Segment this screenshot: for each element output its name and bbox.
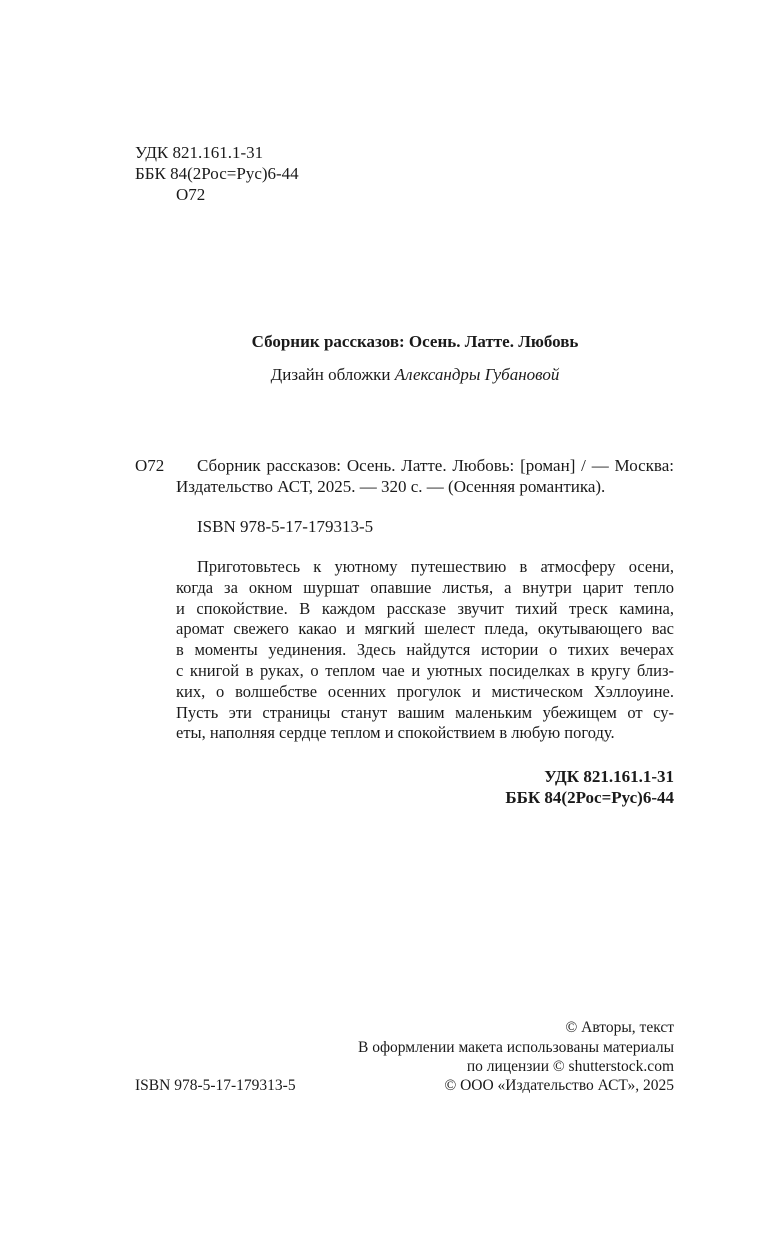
cover-design-credit	[0, 364, 768, 386]
isbn-bottom: ISBN 978-5-17-179313-5	[135, 1077, 296, 1094]
cover-credit-author: Александры Губановой	[394, 365, 560, 384]
copyright-authors: © Авторы, текст	[565, 1019, 674, 1036]
author-mark: О72	[176, 185, 206, 204]
annotation-line: когда за окном шуршат опавшие листья, а внутри царит тепло	[176, 577, 674, 597]
annotation-line: аромат свежего какао и мягкий шелест пледа, окутывающего вас	[176, 619, 674, 639]
annotation-line: Пусть эти страницы станут вашим маленьким убежищем от су-	[176, 702, 674, 722]
bibliography-author-mark: О72	[135, 456, 165, 475]
annotation-paragraph	[176, 557, 674, 744]
copyright-license: по лицензии © shutterstock.com	[466, 1058, 674, 1075]
annotation-line: ких, о волшебстве осенних прогулок и мистическом Хэллоуине.	[176, 681, 674, 701]
copyright-materials: В оформлении макета использованы материалы	[357, 1039, 674, 1056]
bbk-code-bottom: ББК 84(2Рос=Рус)6-44	[505, 788, 674, 807]
bbk-code: ББК 84(2Рос=Рус)6-44	[135, 164, 299, 183]
book-title: Сборник рассказов: Осень. Латте. Любовь	[251, 332, 579, 351]
bibliography-line-1: Сборник рассказов: Осень. Латте. Любовь: [роман] / — Москва:	[197, 456, 674, 475]
annotation-line: Приготовьтесь к уютному путешествию в атмосферу осени,	[197, 557, 674, 576]
annotation-line: с книгой в руках, о теплом чае и уютных посиделках в кругу близ-	[176, 660, 674, 680]
annotation-line: еты, наполняя сердце теплом и спокойствием в любую погоду.	[176, 723, 615, 743]
isbn-bibliography: ISBN 978-5-17-179313-5	[197, 517, 374, 536]
udk-code-bottom: УДК 821.161.1-31	[544, 767, 674, 786]
cover-credit-prefix: Дизайн обложки	[270, 365, 391, 384]
copyright-publisher: © ООО «Издательство АСТ», 2025	[444, 1077, 674, 1094]
annotation-line: и спокойствие. В каждом рассказе звучит тихий треск камина,	[176, 598, 674, 618]
annotation-line: в моменты уединения. Здесь найдутся истории о тихих вечерах	[176, 640, 674, 660]
bibliography-line-2: Издательство АСТ, 2025. — 320 с. — (Осенняя романтика).	[176, 477, 606, 496]
udk-code: УДК 821.161.1-31	[135, 143, 264, 162]
